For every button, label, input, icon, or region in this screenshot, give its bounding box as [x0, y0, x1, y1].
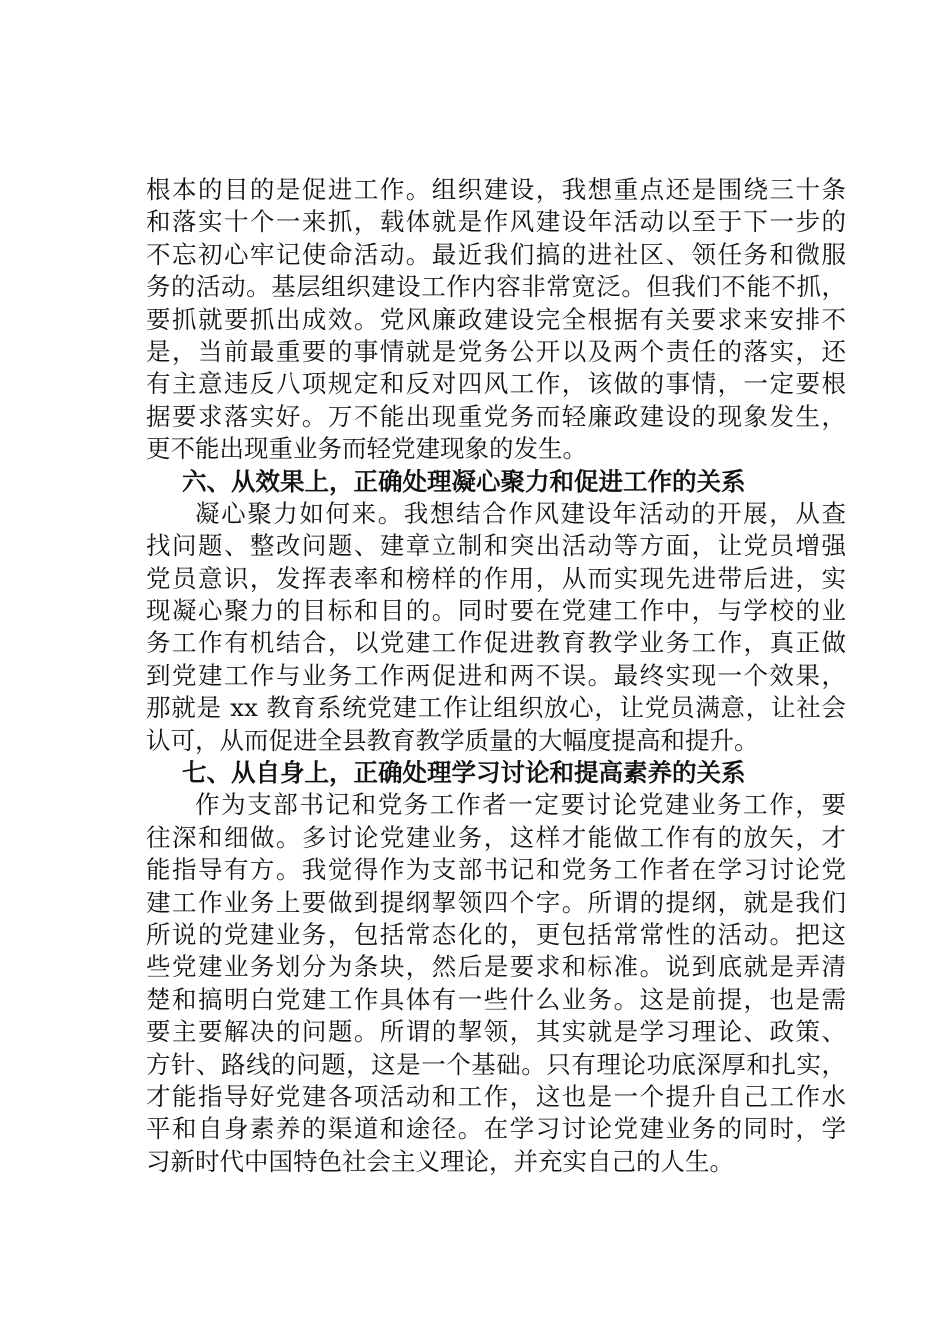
paragraph-line: 往深和细做。多讨论党建业务，这样才能做工作有的放矢，才 — [146, 822, 846, 852]
paragraph-line: 根本的目的是促进工作。组织建设，我想重点还是围绕三十条 — [146, 175, 846, 204]
paragraph-line: 要主要解决的问题。所谓的挈领，其实就是学习理论、政策、 — [146, 1017, 846, 1047]
paragraph-line: 作为支部书记和党务工作者一定要讨论党建业务工作，要 — [195, 790, 846, 820]
paragraph-line: 务工作有机结合，以党建工作促进教育教学业务工作，真正做 — [146, 628, 846, 658]
section-heading-6: 六、从效果上，正确处理凝心聚力和促进工作的关系 — [182, 466, 746, 496]
paragraph-line: 习新时代中国特色社会主义理论，并充实自己的人生。 — [146, 1146, 734, 1176]
section-heading-7: 七、从自身上，正确处理学习讨论和提高素养的关系 — [182, 758, 746, 788]
paragraph-line: 务的活动。基层组织建设工作内容非常宽泛。但我们不能不抓， — [146, 272, 846, 302]
document-body — [146, 174, 846, 1178]
paragraph-line: 不忘初心牢记使命活动。最近我们搞的进社区、领任务和微服 — [146, 239, 846, 269]
paragraph-line: 党员意识，发挥表率和榜样的作用，从而实现先进带后进，实 — [146, 563, 846, 593]
paragraph-line: 是，当前最重要的事情就是党务公开以及两个责任的落实，还 — [146, 336, 846, 366]
paragraph-line: 到党建工作与业务工作两促进和两不误。最终实现一个效果， — [146, 660, 846, 690]
paragraph-line: 凝心聚力如何来。我想结合作风建设年活动的开展，从查 — [195, 498, 846, 528]
paragraph-line: 认可，从而促进全县教育教学质量的大幅度提高和提升。 — [146, 725, 759, 755]
paragraph-line: 所说的党建业务，包括常态化的，更包括常常性的活动。把这 — [146, 919, 846, 949]
paragraph-line: 些党建业务划分为条块，然后是要求和标准。说到底就是弄清 — [146, 952, 846, 982]
paragraph-line: 有主意违反八项规定和反对四风工作，该做的事情，一定要根 — [146, 369, 846, 399]
paragraph-line: 能指导有方。我觉得作为支部书记和党务工作者在学习讨论党 — [146, 855, 846, 885]
paragraph-line: 要抓就要抓出成效。党风廉政建设完全根据有关要求来安排不 — [146, 304, 846, 334]
paragraph-line: 更不能出现重业务而轻党建现象的发生。 — [146, 434, 587, 464]
paragraph-line: 现凝心聚力的目标和目的。同时要在党建工作中，与学校的业 — [146, 596, 846, 626]
paragraph-line: 建工作业务上要做到提纲挈领四个字。所谓的提纲，就是我们 — [146, 887, 846, 917]
paragraph-line: 找问题、整改问题、建章立制和突出活动等方面，让党员增强 — [146, 531, 846, 561]
paragraph-line: 平和自身素养的渠道和途径。在学习讨论党建业务的同时，学 — [146, 1114, 846, 1144]
paragraph-line: 据要求落实好。万不能出现重党务而轻廉政建设的现象发生， — [146, 401, 846, 431]
paragraph-line: 和落实十个一来抓，载体就是作风建设年活动以至于下一步的 — [146, 207, 846, 237]
paragraph-line: 那就是 xx 教育系统党建工作让组织放心，让党员满意，让社会 — [146, 693, 846, 723]
paragraph-line: 才能指导好党建各项活动和工作，这也是一个提升自己工作水 — [146, 1081, 846, 1111]
paragraph-line: 方针、路线的问题，这是一个基础。只有理论功底深厚和扎实， — [146, 1049, 846, 1079]
paragraph-line: 楚和搞明白党建工作具体有一些什么业务。这是前提，也是需 — [146, 984, 846, 1014]
